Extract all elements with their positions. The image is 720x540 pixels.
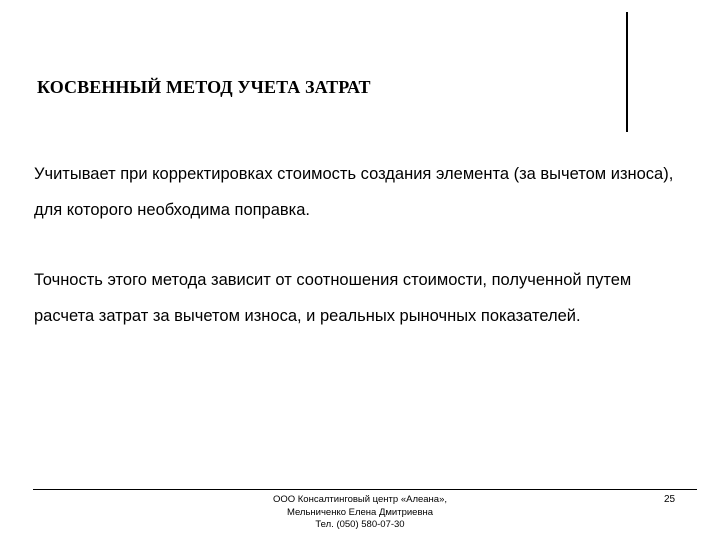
footer-contact: [240, 494, 480, 532]
footer-company: ООО Консалтинговый центр «Алеана»,: [272, 494, 448, 505]
vertical-divider: [626, 12, 628, 132]
paragraph-indirect-method: Учитывает при корректировках стоимость создания элемента (за вычетом износа), для которого необходима поправка.: [34, 165, 674, 219]
footer-author: Мельниченко Елена Дмитриевна: [286, 506, 434, 518]
footer-divider: [33, 489, 697, 490]
footer-phone: Тел. (050) 580-07-30: [315, 519, 405, 530]
page-number: 25: [664, 494, 676, 505]
paragraph-accuracy: Точность этого метода зависит от соотношения стоимости, полученной путем расчета затрат за вычетом износа, и реальных рыночных показателей.: [34, 271, 632, 325]
slide-title: КОСВЕННЫЙ МЕТОД УЧЕТА ЗАТРАТ: [37, 77, 371, 97]
